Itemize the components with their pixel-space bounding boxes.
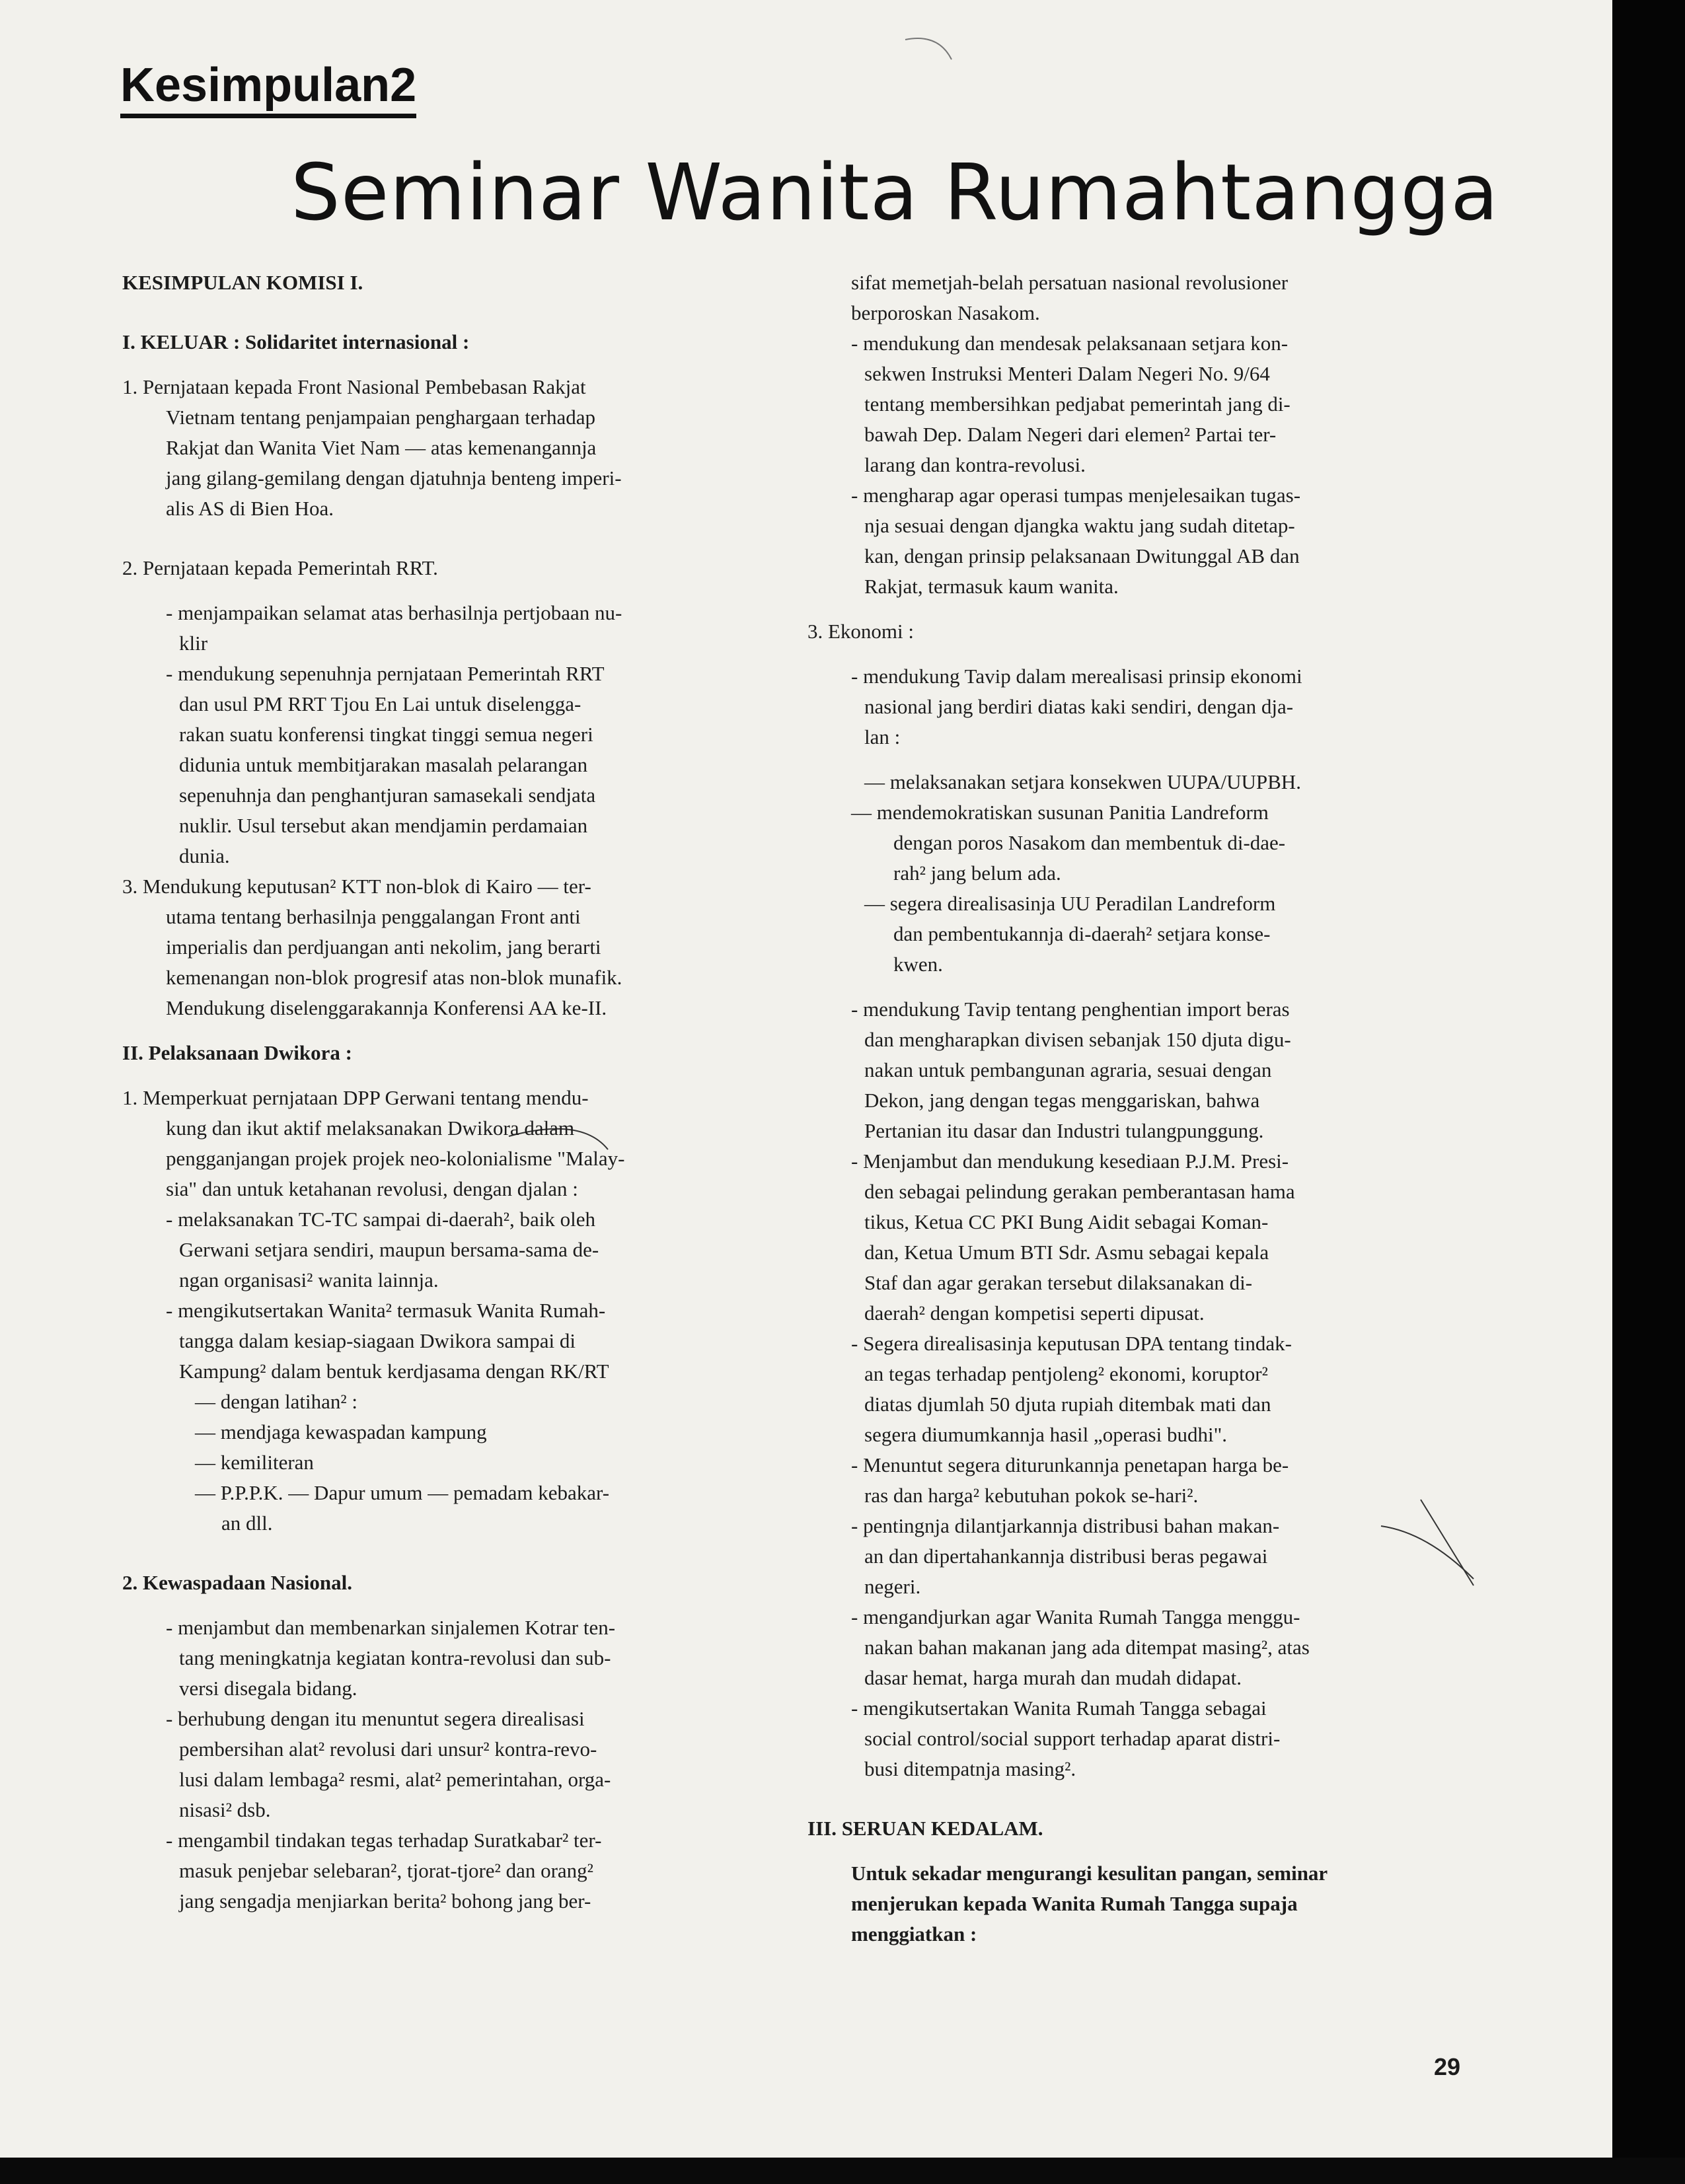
text-line: Rakjat, termasuk kaum wanita. <box>864 575 1119 598</box>
text-line: Vietnam tentang penjampaian penghargaan terhadap <box>166 406 596 429</box>
text-line: - mendukung Tavip tentang penghentian import beras <box>851 998 1290 1021</box>
text-line: jang sengadja menjiarkan berita² bohong jang ber- <box>179 1889 591 1912</box>
text-line: sepenuhnja dan penghantjuran samasekali sendjata <box>179 783 596 807</box>
text-line: larang dan kontra-revolusi. <box>864 453 1086 476</box>
text-line: menggiatkan : <box>851 1922 977 1946</box>
text-line: sia" dan untuk ketahanan revolusi, dengan djalan : <box>166 1177 578 1200</box>
section-3-heading: 3. Ekonomi : <box>807 620 915 643</box>
section-3-iii-heading: III. SERUAN KEDALAM. <box>807 1817 1043 1840</box>
text-line: ras dan harga² kebutuhan pokok se-hari². <box>864 1484 1199 1507</box>
text-line: - Menjambut dan mendukung kesediaan P.J.M. Presi- <box>851 1149 1289 1173</box>
text-line: - mengikutsertakan Wanita Rumah Tangga sebagai <box>851 1696 1267 1720</box>
text-line: 1. Pernjataan kepada Front Nasional Pembebasan Rakjat <box>122 375 586 398</box>
scan-border-right <box>1612 0 1685 2184</box>
text-line: berporoskan Nasakom. <box>851 301 1040 324</box>
text-line: kemenangan non-blok progresif atas non-blok munafik. <box>166 966 622 989</box>
scan-border-bottom <box>0 2158 1685 2184</box>
section-2-paragraph-2 <box>122 1613 783 1916</box>
text-line: pembersihan alat² revolusi dari unsur² kontra-revo- <box>179 1737 597 1761</box>
text-line: nakan bahan makanan jang ada ditempat masing², atas <box>864 1636 1310 1659</box>
text-line: — P.P.P.K. — Dapur umum — pemadam kebakar- <box>195 1481 610 1504</box>
text-line: — melaksanakan setjara konsekwen UUPA/UUPBH. <box>864 770 1301 793</box>
text-line: bawah Dep. Dalam Negeri dari elemen² Partai ter- <box>864 423 1277 446</box>
text-line: an tegas terhadap pentjoleng² ekonomi, koruptor² <box>864 1362 1268 1385</box>
text-line: - pentingnja dilantjarkannja distribusi bahan makan- <box>851 1514 1280 1537</box>
text-line: dan, Ketua Umum BTI Sdr. Asmu sebagai kepala <box>864 1241 1269 1264</box>
text-line: nakan untuk pembangunan agraria, sesuai dengan <box>864 1058 1272 1081</box>
commission-heading: KESIMPULAN KOMISI I. <box>122 271 363 294</box>
text-line: nasional jang berdiri diatas kaki sendiri, dengan dja- <box>864 695 1294 718</box>
text-line: an dll. <box>221 1511 273 1535</box>
text-line: Rakjat dan Wanita Viet Nam — atas kemenangannja <box>166 436 597 459</box>
text-line: - mengambil tindakan tegas terhadap Suratkabar² ter- <box>166 1829 602 1852</box>
text-line: masuk penjebar selebaran², tjorat-tjore² dan orang² <box>179 1859 593 1882</box>
text-line: negeri. <box>864 1575 921 1598</box>
text-line: - mendukung sepenuhnja pernjataan Pemerintah RRT <box>166 662 605 685</box>
section-label: Kesimpulan2 <box>120 61 416 118</box>
section-2-heading: II. Pelaksanaan Dwikora : <box>122 1041 352 1064</box>
text-line: Kampung² dalam bentuk kerdjasama dengan RK/RT <box>179 1360 609 1383</box>
text-line: sifat memetjah-belah persatuan nasional revolusioner <box>851 271 1289 294</box>
text-line: — segera direalisasinja UU Peradilan Landreform <box>864 892 1276 915</box>
text-line: dan mengharapkan divisen sebanjak 150 djuta digu- <box>864 1028 1291 1051</box>
paragraph-3 <box>122 871 783 1023</box>
text-line: alis AS di Bien Hoa. <box>166 497 334 520</box>
text-line: didunia untuk membitjarakan masalah pelarangan <box>179 753 588 776</box>
text-line: sekwen Instruksi Menteri Dalam Negeri No. 9/64 <box>864 362 1270 385</box>
text-line: rah² jang belum ada. <box>893 861 1061 885</box>
text-line: kan, dengan prinsip pelaksanaan Dwitunggal AB dan <box>864 544 1300 567</box>
paragraph-2-heading: 2. Pernjataan kepada Pemerintah RRT. <box>122 556 438 579</box>
section-2-paragraph-1 <box>122 1083 783 1539</box>
text-line: tang meningkatnja kegiatan kontra-revolusi dan sub- <box>179 1646 611 1669</box>
text-line: - Segera direalisasinja keputusan DPA tentang tindak- <box>851 1332 1292 1355</box>
section-2-paragraph-2-heading: 2. Kewaspadaan Nasional. <box>122 1571 352 1594</box>
text-line: tangga dalam kesiap-siagaan Dwikora sampai di <box>179 1329 576 1352</box>
text-line: social control/social support terhadap aparat distri- <box>864 1727 1281 1750</box>
text-line: dengan poros Nasakom dan membentuk di-dae- <box>893 831 1286 854</box>
text-line: rakan suatu konferensi tingkat tinggi semua negeri <box>179 723 593 746</box>
text-line: menjerukan kepada Wanita Rumah Tangga supaja <box>851 1892 1298 1915</box>
text-line: imperialis dan perdjuangan anti nekolim, jang berarti <box>166 935 601 959</box>
text-line: Mendukung diselenggarakannja Konferensi AA ke-II. <box>166 996 607 1019</box>
text-line: daerah² dengan kompetisi seperti dipusat. <box>864 1301 1205 1325</box>
text-line: — dengan latihan² : <box>195 1390 358 1413</box>
text-line: — kemiliteran <box>195 1451 314 1474</box>
page-number: 29 <box>1434 2053 1461 2080</box>
text-line: dasar hemat, harga murah dan mudah didapat. <box>864 1666 1242 1689</box>
text-line: - mengharap agar operasi tumpas menjelesaikan tugas- <box>851 484 1301 507</box>
text-line: lan : <box>864 725 901 748</box>
text-line: - mengandjurkan agar Wanita Rumah Tangga menggu- <box>851 1605 1300 1628</box>
text-line: busi ditempatnja masing². <box>864 1757 1076 1780</box>
text-line: - menjampaikan selamat atas berhasilnja pertjobaan nu- <box>166 601 622 624</box>
text-line: Staf dan agar gerakan tersebut dilaksanakan di- <box>864 1271 1253 1294</box>
text-line: nisasi² dsb. <box>179 1798 271 1821</box>
text-line: Gerwani setjara sendiri, maupun bersama-sama de- <box>179 1238 599 1261</box>
text-line: dunia. <box>179 844 230 867</box>
text-line: kwen. <box>893 953 943 976</box>
page-title: Seminar Wanita Rumahtangga <box>291 147 1499 238</box>
text-line: - menjambut dan membenarkan sinjalemen Kotrar ten- <box>166 1616 616 1639</box>
text-line: - mengikutsertakan Wanita² termasuk Wanita Rumah- <box>166 1299 606 1322</box>
text-line: - mendukung Tavip dalam merealisasi prinsip ekonomi <box>851 665 1302 688</box>
text-line: — mendjaga kewaspadan kampung <box>195 1420 487 1443</box>
text-line: — mendemokratiskan susunan Panitia Landreform <box>851 801 1269 824</box>
text-line: diatas djumlah 50 djuta rupiah ditembak mati dan <box>864 1393 1271 1416</box>
text-line: nuklir. Usul tersebut akan mendjamin perdamaian <box>179 814 588 837</box>
text-line: 3. Mendukung keputusan² KTT non-blok di Kairo — ter- <box>122 875 591 898</box>
text-line: versi disegala bidang. <box>179 1677 357 1700</box>
text-line: dan pembentukannja di-daerah² setjara konse- <box>893 922 1271 945</box>
text-line: tikus, Ketua CC PKI Bung Aidit sebagai Koman- <box>864 1210 1269 1233</box>
text-line: lusi dalam lembaga² resmi, alat² pemerintahan, orga- <box>179 1768 611 1791</box>
text-line: klir <box>179 632 208 655</box>
text-line: Untuk sekadar mengurangi kesulitan pangan, seminar <box>851 1862 1328 1885</box>
text-line: an dan dipertahankannja distribusi beras pegawai <box>864 1545 1268 1568</box>
bullet-list <box>122 598 783 871</box>
text-line: kung dan ikut aktif melaksanakan Dwikora dalam <box>166 1116 575 1140</box>
left-column <box>122 268 783 1916</box>
text-line: Dekon, jang dengan tegas menggariskan, bahwa <box>864 1089 1260 1112</box>
text-line: - melaksanakan TC-TC sampai di-daerah², baik oleh <box>166 1208 596 1231</box>
text-line: - mendukung dan mendesak pelaksanaan setjara kon- <box>851 332 1289 355</box>
paragraph-1 <box>122 372 783 524</box>
text-line: nja sesuai dengan djangka waktu jang sudah ditetap- <box>864 514 1295 537</box>
text-line: - Menuntut segera diturunkannja penetapan harga be- <box>851 1453 1289 1476</box>
text-line: - berhubung dengan itu menuntut segera direalisasi <box>166 1707 585 1730</box>
text-line: jang gilang-gemilang dengan djatuhnja benteng imperi- <box>166 466 622 490</box>
text-line: Pertanian itu dasar dan Industri tulangpunggung. <box>864 1119 1264 1142</box>
text-line: 1. Memperkuat pernjataan DPP Gerwani tentang mendu- <box>122 1086 589 1109</box>
right-column <box>807 268 1475 1949</box>
text-line: pengganjangan projek projek neo-kolonialisme "Malay- <box>166 1147 625 1170</box>
text-line: ngan organisasi² wanita lainnja. <box>179 1268 439 1292</box>
text-line: dan usul PM RRT Tjou En Lai untuk diselengga- <box>179 692 581 715</box>
section-1-heading: I. KELUAR : Solidaritet internasional : <box>122 330 470 353</box>
text-line: den sebagai pelindung gerakan pemberantasan hama <box>864 1180 1295 1203</box>
text-line: utama tentang berhasilnja penggalangan Front anti <box>166 905 581 928</box>
text-line: segera diumumkannja hasil „operasi budhi". <box>864 1423 1227 1446</box>
text-line: tentang membersihkan pedjabat pemerintah jang di- <box>864 392 1291 416</box>
